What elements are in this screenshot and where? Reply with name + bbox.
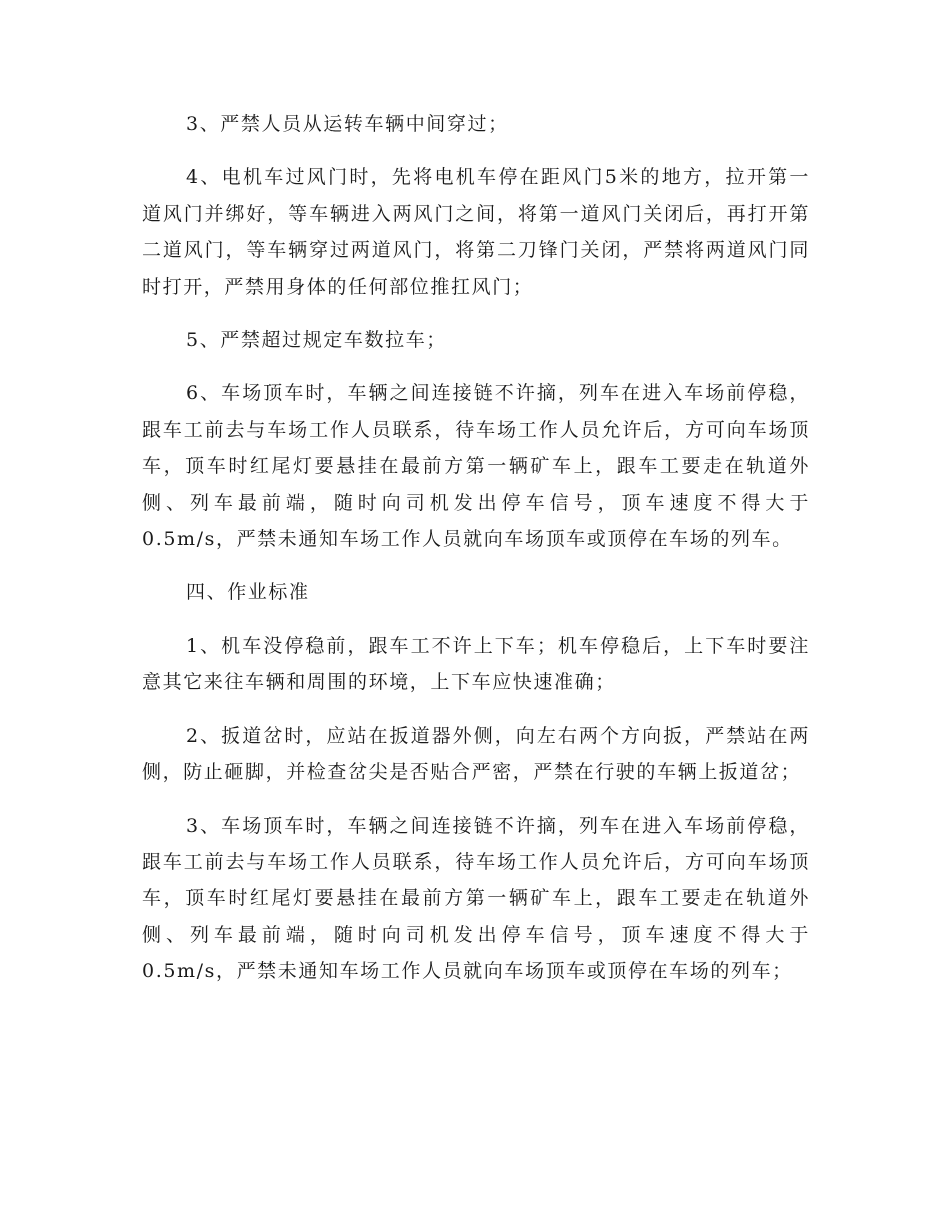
paragraph-standard-2-switching: 2、扳道岔时，应站在扳道器外侧，向左右两个方向扳，严禁站在两侧，防止砸脚，并检查岔尖是否贴合严密，严禁在行驶的车辆上扳道岔； bbox=[142, 724, 810, 784]
section-heading-work-standards: 四、作业标准 bbox=[186, 581, 310, 604]
paragraph-item-6-yard-pushing: 6、车场顶车时，车辆之间连接链不许摘，列车在进入车场前停稳，跟车工前去与车场工作人员联系，待车场工作人员允许后，方可向车场顶车，顶车时红尾灯要悬挂在最前方第一辆矿车上，跟车工要走在轨道外侧、列车最前端，随时向司机发出停车信号，顶车速度不得大于0.5m/s，严禁未通知车场工作人员就向车场顶车或顶停在车场的列车。 bbox=[142, 382, 810, 551]
paragraph-standard-3-yard-pushing: 3、车场顶车时，车辆之间连接链不许摘，列车在进入车场前停稳，跟车工前去与车场工作人员联系，待车场工作人员允许后，方可向车场顶车，顶车时红尾灯要悬挂在最前方第一辆矿车上，跟车工要走在轨道外侧、列车最前端，随时向司机发出停车信号，顶车速度不得大于0.5m/s，严禁未通知车场工作人员就向车场顶车或顶停在车场的列车； bbox=[142, 814, 810, 983]
paragraph-standard-1-boarding: 1、机车没停稳前，跟车工不许上下车；机车停稳后，上下车时要注意其它来往车辆和周围的环境，上下车应快速准确； bbox=[142, 634, 810, 694]
paragraph-item-4-air-doors: 4、电机车过风门时，先将电机车停在距风门5米的地方，拉开第一道风门并绑好，等车辆进入两风门之间，将第一道风门关闭后，再打开第二道风门，等车辆穿过两道风门，将第二刀锋门关闭，严禁将两道风门同时打开，严禁用身体的任何部位推扛风门； bbox=[142, 166, 810, 298]
document-body bbox=[142, 106, 810, 1007]
paragraph-item-5-car-limit: 5、严禁超过规定车数拉车； bbox=[186, 329, 447, 352]
paragraph-item-3-no-crossing: 3、严禁人员从运转车辆中间穿过； bbox=[186, 113, 509, 135]
